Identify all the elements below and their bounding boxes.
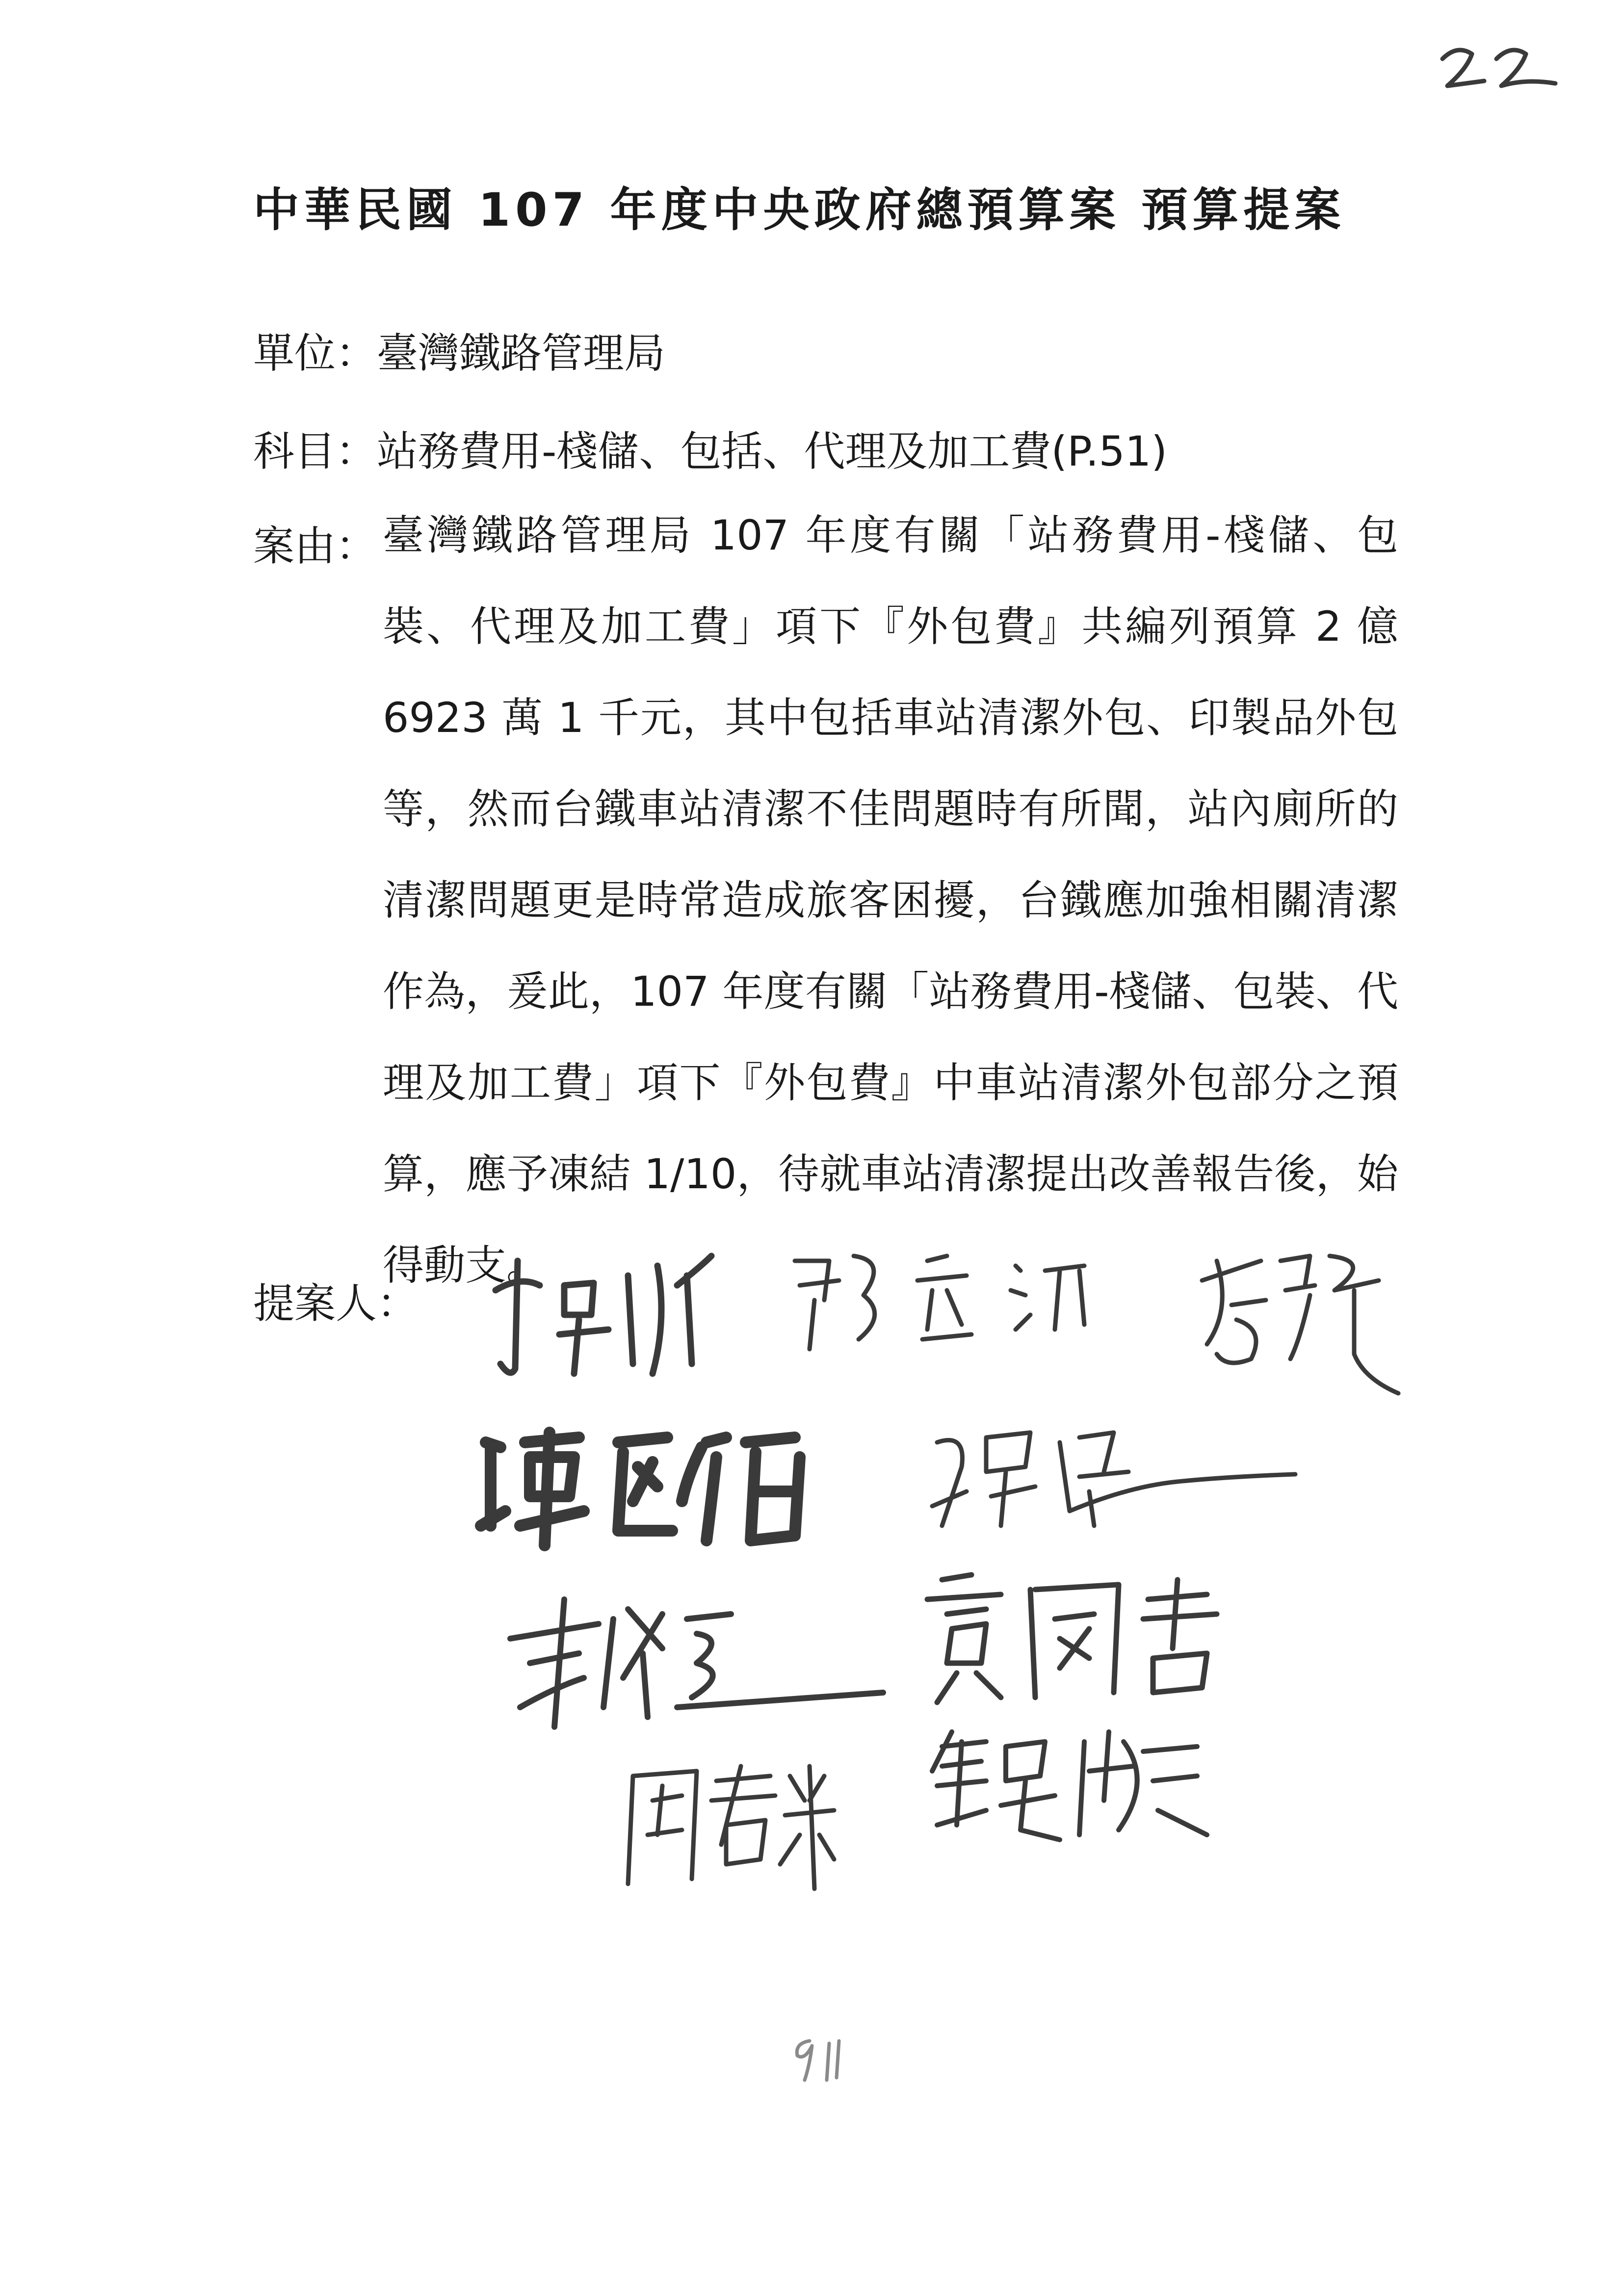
document-title: 中華民國 107 年度中央政府總預算案 預算提案 — [253, 183, 1346, 237]
subject-row — [253, 427, 1167, 476]
unit-value: 臺灣鐵路管理局 — [377, 329, 666, 377]
signature-2 — [785, 1241, 1143, 1359]
signature-1 — [481, 1246, 775, 1393]
reason-label: 案由： — [253, 522, 377, 570]
unit-row — [253, 329, 665, 378]
signature-5 — [922, 1413, 1315, 1540]
subject-value: 站務費用-棧儲、包括、代理及加工費(P.51) — [377, 427, 1168, 475]
signature-6 — [500, 1580, 903, 1742]
signature-7 — [913, 1560, 1246, 1717]
reason-text: 臺灣鐵路管理局 107 年度有關「站務費用-棧儲、包裝、代理及加工費」項下『外包費』共編列預算 2 億 6923 萬 1 千元，其中包括車站清潔外包、印製品外包等，然而台鐵車站清潔不佳問題時有所聞，站內廁所的清潔問題更是時常造成旅客困擾，台鐵應加強相關清潔作為，爰此，107 年度有關「站務費用-棧儲、包裝、代理及加工費」項下『外包費』中車站清潔外包部分之預算，應予凍結 1/10，待就車站清潔提出改善報告後，始得動支。 — [383, 511, 1398, 1289]
subject-label: 科目： — [253, 427, 377, 475]
handwritten-page-mark — [1438, 39, 1565, 98]
unit-label: 單位： — [253, 329, 377, 377]
handwritten-page-number — [785, 2031, 854, 2090]
proposer-label: 提案人： — [253, 1279, 419, 1328]
signature-8 — [613, 1747, 839, 1904]
signature-9 — [922, 1712, 1227, 1859]
signature-3 — [1187, 1231, 1433, 1418]
signature-4 — [471, 1413, 854, 1560]
